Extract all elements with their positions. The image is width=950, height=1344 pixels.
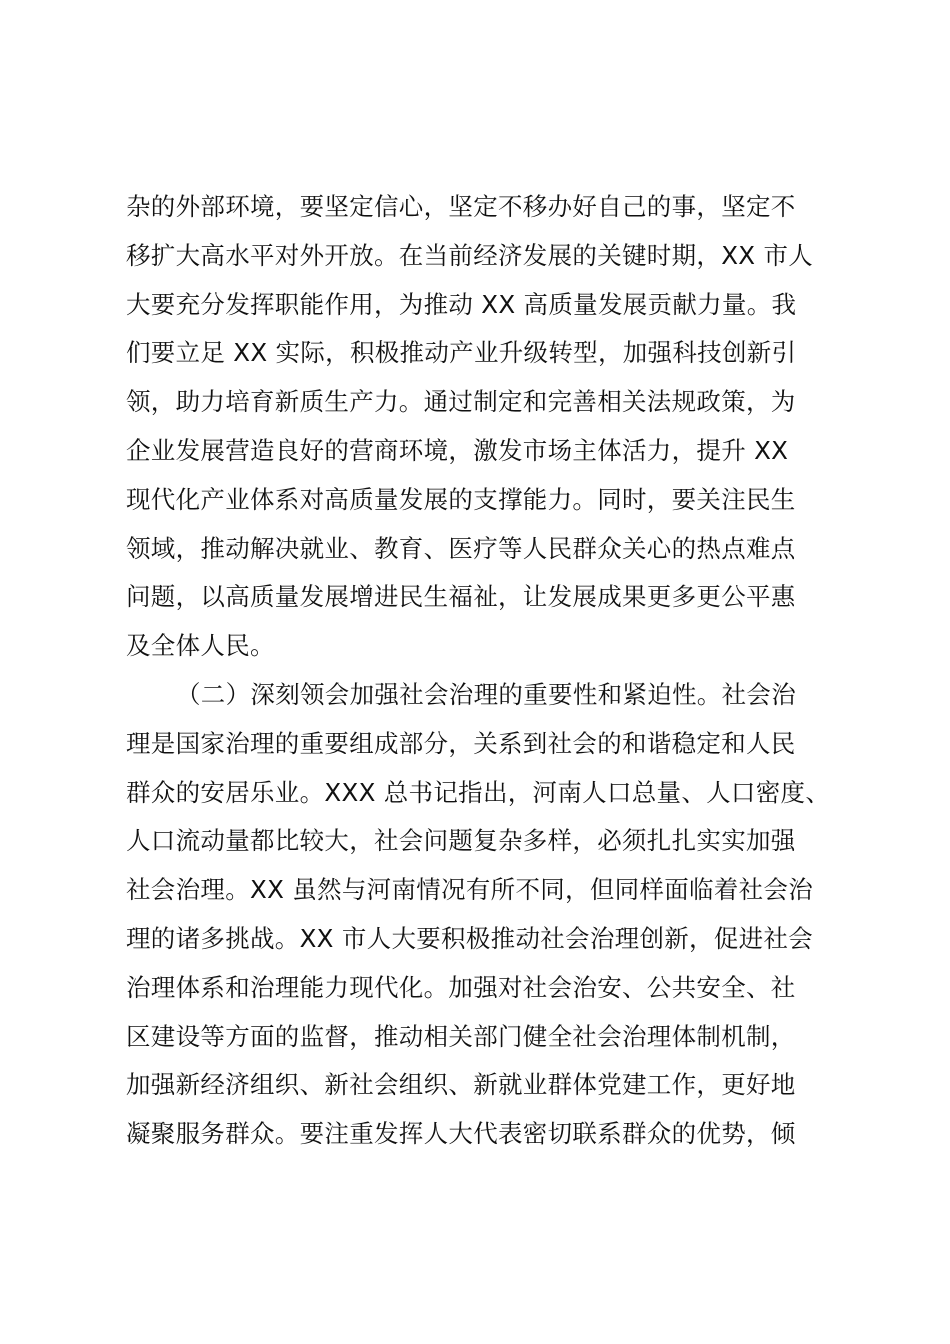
text-line: 加强新经济组织、新社会组织、新就业群体党建工作，更好地	[126, 1070, 796, 1100]
text-line: 治理体系和治理能力现代化。加强对社会治安、公共安全、社	[126, 972, 796, 1002]
text-line: 理是国家治理的重要组成部分，关系到社会的和谐稳定和人民	[126, 728, 796, 758]
text-line: 理的诸多挑战。XX 市人大要积极推动社会治理创新，促进社会	[126, 923, 814, 953]
text-line: 人口流动量都比较大，社会问题复杂多样，必须扎扎实实加强	[126, 826, 796, 856]
body-text	[126, 183, 846, 1159]
text-line: 凝聚服务群众。要注重发挥人大代表密切联系群众的优势，倾	[126, 1119, 796, 1149]
text-line: 社会治理。XX 虽然与河南情况有所不同，但同样面临着社会治	[126, 875, 814, 905]
text-line: 现代化产业体系对高质量发展的支撑能力。同时，要关注民生	[126, 484, 796, 514]
section-heading-line: （二）深刻领会加强社会治理的重要性和紧迫性。社会治	[176, 679, 796, 709]
text-line: 杂的外部环境，要坚定信心，坚定不移办好自己的事，坚定不	[126, 192, 796, 221]
text-line: 群众的安居乐业。XXX 总书记指出，河南人口总量、人口密度、	[126, 777, 831, 807]
text-line: 大要充分发挥职能作用，为推动 XX 高质量发展贡献力量。我	[126, 289, 797, 319]
text-line: 们要立足 XX 实际，积极推动产业升级转型，加强科技创新引	[126, 338, 797, 368]
text-line: 领，助力培育新质生产力。通过制定和完善相关法规政策，为	[126, 387, 796, 417]
text-line: 移扩大高水平对外开放。在当前经济发展的关键时期，XX 市人	[126, 240, 814, 270]
text-line: 区建设等方面的监督，推动相关部门健全社会治理体制机制，	[126, 1021, 796, 1051]
text-line: 及全体人民。	[126, 631, 275, 661]
text-line: 企业发展营造良好的营商环境，激发市场主体活力，提升 XX	[126, 435, 789, 465]
text-line: 问题，以高质量发展增进民生福祉，让发展成果更多更公平惠	[126, 582, 796, 612]
text-line: 领域，推动解决就业、教育、医疗等人民群众关心的热点难点	[126, 533, 796, 563]
